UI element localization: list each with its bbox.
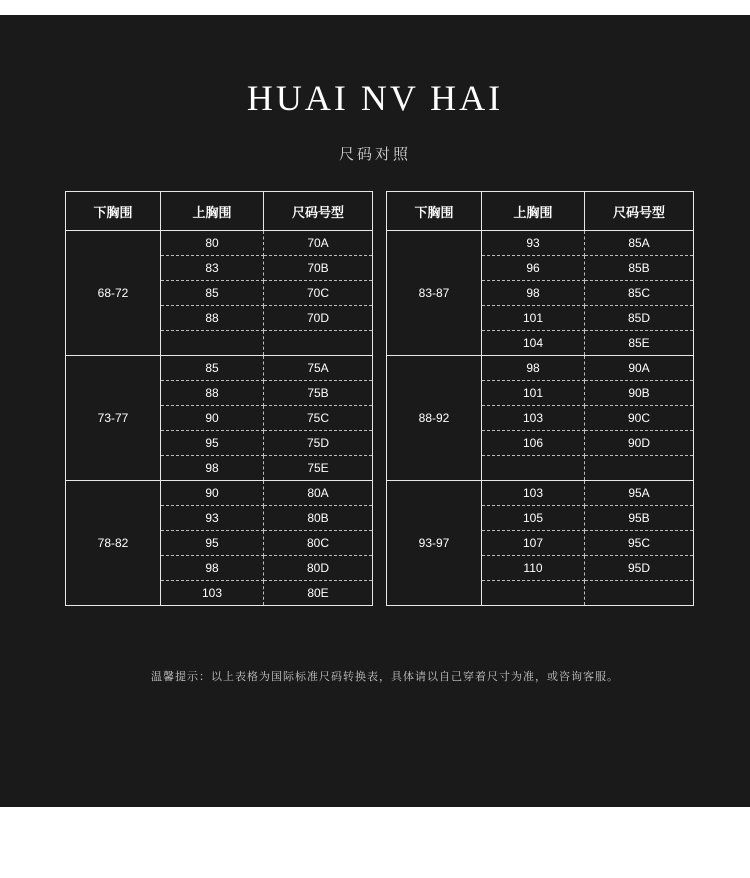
bust-cell: 85: [161, 281, 264, 306]
size-cell: 70A: [264, 231, 373, 256]
table-body: [387, 231, 694, 606]
table-row: [66, 481, 373, 506]
size-cell: 80D: [264, 556, 373, 581]
size-cell: 75A: [264, 356, 373, 381]
size-cell: 70C: [264, 281, 373, 306]
size-cell: 85D: [585, 306, 694, 331]
size-cell: 95D: [585, 556, 694, 581]
size-cell: 90C: [585, 406, 694, 431]
bust-cell: 103: [482, 406, 585, 431]
size-cell: 90D: [585, 431, 694, 456]
size-cell: 80B: [264, 506, 373, 531]
size-cell: 75D: [264, 431, 373, 456]
bust-cell: [482, 581, 585, 606]
bust-cell: 98: [161, 456, 264, 481]
bust-cell: 93: [482, 231, 585, 256]
bust-cell: 90: [161, 406, 264, 431]
bust-cell: 88: [161, 381, 264, 406]
size-cell: 95A: [585, 481, 694, 506]
header-bust: 上胸围: [161, 192, 264, 231]
bust-cell: 95: [161, 431, 264, 456]
bust-cell: [482, 456, 585, 481]
table-row: [66, 356, 373, 381]
header-size: 尺码号型: [264, 192, 373, 231]
table-row: [387, 356, 694, 381]
bust-cell: 107: [482, 531, 585, 556]
bust-cell: 98: [161, 556, 264, 581]
size-cell: 70D: [264, 306, 373, 331]
bust-cell: 93: [161, 506, 264, 531]
header-bust: 上胸围: [482, 192, 585, 231]
table-row: [387, 231, 694, 256]
bust-cell: 106: [482, 431, 585, 456]
size-cell: [264, 331, 373, 356]
size-cell: 90A: [585, 356, 694, 381]
header-underbust: 下胸围: [387, 192, 482, 231]
bust-cell: 98: [482, 281, 585, 306]
size-cell: 95B: [585, 506, 694, 531]
bust-cell: 83: [161, 256, 264, 281]
bust-cell: 105: [482, 506, 585, 531]
size-cell: 80E: [264, 581, 373, 606]
size-tip-note: 温馨提示：以上表格为国际标准尺码转换表，具体请以自己穿着尺寸为准，或咨询客服。: [151, 671, 619, 683]
bust-cell: 98: [482, 356, 585, 381]
bust-cell: 101: [482, 306, 585, 331]
underbust-range-cell: 73-77: [66, 356, 161, 481]
size-cell: 75E: [264, 456, 373, 481]
underbust-range-cell: 68-72: [66, 231, 161, 356]
size-cell: 75C: [264, 406, 373, 431]
size-cell: 80C: [264, 531, 373, 556]
bust-cell: 96: [482, 256, 585, 281]
table-row: [66, 231, 373, 256]
underbust-range-cell: 83-87: [387, 231, 482, 356]
bust-cell: 80: [161, 231, 264, 256]
bust-cell: 85: [161, 356, 264, 381]
size-cell: [585, 456, 694, 481]
size-cell: 95C: [585, 531, 694, 556]
size-cell: 70B: [264, 256, 373, 281]
table-body: [66, 231, 373, 606]
bust-cell: 104: [482, 331, 585, 356]
size-cell: 85C: [585, 281, 694, 306]
size-cell: 85A: [585, 231, 694, 256]
bust-cell: 103: [482, 481, 585, 506]
size-table-left: [65, 191, 373, 606]
bust-cell: 90: [161, 481, 264, 506]
size-chart-panel: [0, 15, 750, 807]
header-underbust: 下胸围: [66, 192, 161, 231]
bust-cell: 88: [161, 306, 264, 331]
size-cell: 85E: [585, 331, 694, 356]
bust-cell: 101: [482, 381, 585, 406]
bust-cell: 110: [482, 556, 585, 581]
size-cell: 75B: [264, 381, 373, 406]
chart-subtitle: 尺码对照: [338, 146, 411, 163]
size-table-right: [386, 191, 694, 606]
size-cell: 80A: [264, 481, 373, 506]
size-cell: 90B: [585, 381, 694, 406]
table-header-row: [387, 192, 694, 231]
brand-title: HUAI NV HAI: [246, 78, 504, 118]
underbust-range-cell: 78-82: [66, 481, 161, 606]
table-header-row: [66, 192, 373, 231]
bust-cell: [161, 331, 264, 356]
underbust-range-cell: 88-92: [387, 356, 482, 481]
header-size: 尺码号型: [585, 192, 694, 231]
table-row: [387, 481, 694, 506]
bust-cell: 95: [161, 531, 264, 556]
bust-cell: 103: [161, 581, 264, 606]
size-cell: [585, 581, 694, 606]
size-cell: 85B: [585, 256, 694, 281]
underbust-range-cell: 93-97: [387, 481, 482, 606]
